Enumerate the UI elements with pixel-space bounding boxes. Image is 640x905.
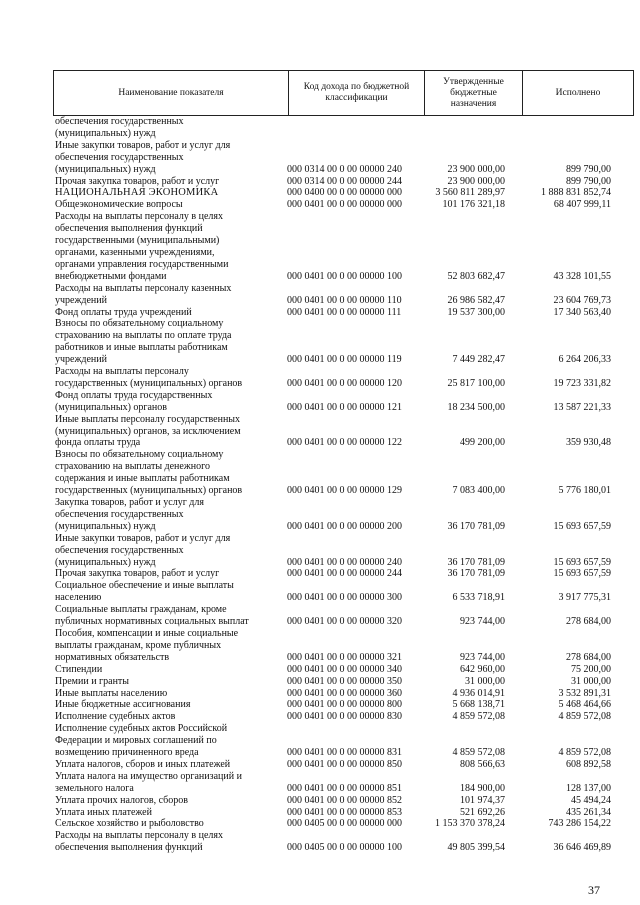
row-name: НАЦИОНАЛЬНАЯ ЭКОНОМИКА — [55, 187, 219, 199]
table-row — [53, 497, 613, 533]
row-approved — [414, 116, 507, 140]
row-approved: 521 692,26 — [460, 806, 505, 818]
row-name: Иные выплаты персоналу государственных (муниципальных) органов, за исключением фонда оплаты труда — [55, 413, 241, 449]
table-row — [53, 116, 613, 140]
row-code: 000 0401 00 0 00 00000 321 — [287, 651, 402, 663]
row-name: Сельское хозяйство и рыболовство — [55, 818, 204, 830]
table-row — [53, 533, 613, 569]
row-code: 000 0314 00 0 00 00000 244 — [287, 175, 402, 187]
page-number: 37 — [588, 883, 600, 897]
table-row — [53, 307, 613, 319]
row-executed: 15 693 657,59 — [553, 556, 611, 568]
row-name: Уплата налогов, сборов и иных платежей — [55, 758, 231, 770]
row-executed — [507, 116, 613, 140]
row-approved: 6 533 718,91 — [452, 592, 505, 604]
row-code: 000 0401 00 0 00 00000 830 — [287, 711, 402, 723]
table-row — [53, 664, 613, 676]
row-name: Уплата иных платежей — [55, 806, 152, 818]
row-code: 000 0401 00 0 00 00000 110 — [287, 294, 402, 306]
row-executed: 278 684,00 — [566, 616, 611, 628]
row-approved: 26 986 582,47 — [447, 294, 505, 306]
row-approved: 7 083 400,00 — [452, 485, 505, 497]
table-row — [53, 795, 613, 807]
row-code: 000 0401 00 0 00 00000 800 — [287, 699, 402, 711]
table-row — [53, 759, 613, 771]
row-name: Иные закупки товаров, работ и услуг для обеспечения государственных (муниципальных) нужд — [55, 532, 231, 568]
row-executed: 128 137,00 — [566, 782, 611, 794]
row-name: Исполнение судебных актов Российской Федерации и мировых соглашений по возмещению причиненного вреда — [55, 723, 228, 759]
row-approved: 1 153 370 378,24 — [435, 818, 505, 830]
row-executed: 359 930,48 — [566, 437, 611, 449]
row-approved: 184 900,00 — [460, 782, 505, 794]
row-approved: 642 960,00 — [460, 663, 505, 675]
row-code: 000 0401 00 0 00 00000 120 — [287, 377, 402, 389]
row-approved: 23 900 000,00 — [447, 163, 505, 175]
row-code: 000 0401 00 0 00 00000 852 — [287, 794, 402, 806]
row-name: Расходы на выплаты персоналу государственных (муниципальных) органов — [55, 366, 243, 389]
row-name: Расходы на выплаты персоналу в целях обеспечения выполнения функций государственными (муниципальными) органами, казенными учреждениями, органами управления государственными внебюджетными фондами — [55, 211, 229, 282]
table-row — [53, 818, 613, 830]
row-code: 000 0401 00 0 00 00000 129 — [287, 485, 402, 497]
row-approved: 36 170 781,09 — [447, 520, 505, 532]
row-name: Уплата прочих налогов, сборов — [55, 794, 188, 806]
row-code: 000 0314 00 0 00 00000 240 — [287, 163, 402, 175]
row-executed: 5 776 180,01 — [558, 485, 611, 497]
row-executed: 36 646 469,89 — [553, 842, 611, 854]
row-name: Иные бюджетные ассигнования — [55, 699, 191, 711]
row-executed: 899 790,00 — [566, 175, 611, 187]
row-name: Пособия, компенсации и иные социальные выплаты гражданам, кроме публичных нормативных обязательств — [55, 627, 239, 663]
row-approved: 18 234 500,00 — [447, 401, 505, 413]
table-row — [53, 688, 613, 700]
table-row — [53, 187, 613, 199]
row-executed: 75 200,00 — [571, 663, 611, 675]
row-executed: 68 407 999,11 — [553, 199, 611, 211]
row-name: Расходы на выплаты персоналу казенных учреждений — [55, 282, 232, 306]
row-executed: 45 494,24 — [571, 794, 611, 806]
row-executed: 15 693 657,59 — [553, 568, 611, 580]
row-approved: 923 744,00 — [460, 616, 505, 628]
row-executed: 15 693 657,59 — [553, 520, 611, 532]
table-body — [53, 116, 613, 854]
table-row — [53, 723, 613, 759]
row-executed: 435 261,34 — [566, 806, 611, 818]
row-executed: 743 286 154,22 — [548, 818, 611, 830]
row-name: Иные выплаты населению — [55, 687, 168, 699]
row-code: 000 0401 00 0 00 00000 200 — [287, 520, 402, 532]
row-name: Фонд оплаты труда учреждений — [55, 306, 192, 318]
row-name: Премии и гранты — [55, 675, 130, 687]
row-executed: 6 264 206,33 — [558, 354, 611, 366]
row-approved: 101 176 321,18 — [442, 199, 505, 211]
table-row — [53, 771, 613, 795]
row-approved: 49 805 399,54 — [447, 842, 505, 854]
row-code: 000 0401 00 0 00 00000 000 — [287, 199, 402, 211]
row-approved: 19 537 300,00 — [447, 306, 505, 318]
table-row — [53, 699, 613, 711]
row-code: 000 0401 00 0 00 00000 853 — [287, 806, 402, 818]
table-row — [53, 676, 613, 688]
row-executed: 1 888 831 852,74 — [541, 187, 611, 199]
row-code: 000 0401 00 0 00 00000 122 — [287, 437, 402, 449]
row-name: Исполнение судебных актов — [55, 711, 176, 723]
header-code: Код дохода по бюджетной классификации — [289, 71, 425, 116]
table-row — [53, 390, 613, 414]
table-row — [53, 711, 613, 723]
row-name: Прочая закупка товаров, работ и услуг — [55, 568, 220, 580]
table-header — [53, 70, 634, 116]
row-approved: 23 900 000,00 — [447, 175, 505, 187]
row-executed: 4 859 572,08 — [558, 711, 611, 723]
row-approved: 36 170 781,09 — [447, 556, 505, 568]
row-executed: 31 000,00 — [571, 675, 611, 687]
row-code: 000 0405 00 0 00 00000 000 — [287, 818, 402, 830]
table-row — [53, 318, 613, 366]
table-row — [53, 176, 613, 188]
row-code: 000 0405 00 0 00 00000 100 — [287, 842, 402, 854]
row-approved: 52 803 682,47 — [447, 270, 505, 282]
header-executed: Исполнено — [523, 71, 634, 116]
table-row — [53, 830, 613, 854]
table-row — [53, 628, 613, 664]
row-executed: 4 859 572,08 — [558, 747, 611, 759]
row-approved: 499 200,00 — [460, 437, 505, 449]
row-code: 000 0401 00 0 00 00000 320 — [287, 616, 402, 628]
row-name: Уплата налога на имущество организаций и земельного налога — [55, 770, 242, 794]
row-executed: 899 790,00 — [566, 163, 611, 175]
row-approved: 7 449 282,47 — [452, 354, 505, 366]
header-name: Наименование показателя — [54, 71, 289, 116]
table-row — [53, 580, 613, 604]
row-code: 000 0401 00 0 00 00000 350 — [287, 675, 402, 687]
row-name: Стипендии — [55, 663, 103, 675]
row-code — [283, 116, 414, 140]
row-approved: 808 566,63 — [460, 758, 505, 770]
row-name: Закупка товаров, работ и услуг для обеспечения государственных (муниципальных) нужд — [55, 497, 204, 532]
row-approved: 923 744,00 — [460, 651, 505, 663]
table-row — [53, 283, 613, 307]
row-executed: 278 684,00 — [566, 651, 611, 663]
table-row — [53, 366, 613, 390]
row-name: Фонд оплаты труда государственных (муниципальных) органов — [55, 389, 213, 413]
row-executed: 43 328 101,55 — [553, 270, 611, 282]
row-code: 000 0401 00 0 00 00000 100 — [287, 270, 402, 282]
row-code: 000 0401 00 0 00 00000 121 — [287, 401, 402, 413]
row-code: 000 0400 00 0 00 00000 000 — [287, 187, 402, 199]
row-code: 000 0401 00 0 00 00000 300 — [287, 592, 402, 604]
row-name: Социальные выплаты гражданам, кроме публичных нормативных социальных выплат — [55, 604, 249, 628]
row-approved: 25 817 100,00 — [447, 377, 505, 389]
row-code: 000 0401 00 0 00 00000 119 — [287, 354, 402, 366]
row-approved: 101 974,37 — [460, 794, 505, 806]
row-code: 000 0401 00 0 00 00000 340 — [287, 663, 402, 675]
row-executed: 3 917 775,31 — [558, 592, 611, 604]
row-name: Общеэкономические вопросы — [55, 199, 183, 211]
row-name: обеспечения государственных (муниципальных) нужд — [55, 116, 184, 139]
table-row — [53, 807, 613, 819]
row-executed: 608 892,58 — [566, 758, 611, 770]
row-approved: 3 560 811 289,97 — [435, 187, 505, 199]
table-row — [53, 568, 613, 580]
row-approved: 31 000,00 — [465, 675, 505, 687]
row-approved: 4 859 572,08 — [452, 747, 505, 759]
row-name: Расходы на выплаты персоналу в целях обеспечения выполнения функций — [55, 830, 223, 854]
row-executed: 3 532 891,31 — [558, 687, 611, 699]
table-row — [53, 414, 613, 450]
header-approved: Утвержденные бюджетные назначения — [425, 71, 523, 116]
row-executed: 17 340 563,40 — [553, 306, 611, 318]
row-executed: 13 587 221,33 — [553, 401, 611, 413]
row-code: 000 0401 00 0 00 00000 244 — [287, 568, 402, 580]
row-name: Взносы по обязательному социальному страхованию на выплаты денежного содержания и иные выплаты работникам государственных (муниципальных) органов — [55, 449, 243, 497]
row-name: Взносы по обязательному социальному страхованию на выплаты по оплате труда работников и иные выплаты работникам учреждений — [55, 318, 232, 366]
table-row — [53, 449, 613, 497]
row-executed: 5 468 464,66 — [558, 699, 611, 711]
row-code: 000 0401 00 0 00 00000 831 — [287, 747, 402, 759]
report-sheet — [53, 70, 613, 854]
row-executed: 19 723 331,82 — [553, 377, 611, 389]
row-name: Иные закупки товаров, работ и услуг для обеспечения государственных (муниципальных) нужд — [55, 139, 231, 175]
table-row — [53, 211, 613, 282]
table-row — [53, 199, 613, 211]
row-code: 000 0401 00 0 00 00000 240 — [287, 556, 402, 568]
row-code: 000 0401 00 0 00 00000 360 — [287, 687, 402, 699]
row-approved: 5 668 138,71 — [452, 699, 505, 711]
table-row — [53, 140, 613, 176]
row-approved: 4 936 014,91 — [452, 687, 505, 699]
row-name: Прочая закупка товаров, работ и услуг — [55, 175, 220, 187]
row-executed: 23 604 769,73 — [553, 294, 611, 306]
table-row — [53, 604, 613, 628]
row-approved: 4 859 572,08 — [452, 711, 505, 723]
row-code: 000 0401 00 0 00 00000 851 — [287, 782, 402, 794]
row-code: 000 0401 00 0 00 00000 850 — [287, 758, 402, 770]
row-code: 000 0401 00 0 00 00000 111 — [287, 306, 402, 318]
row-approved: 36 170 781,09 — [447, 568, 505, 580]
row-name: Социальное обеспечение и иные выплаты населению — [55, 580, 234, 604]
